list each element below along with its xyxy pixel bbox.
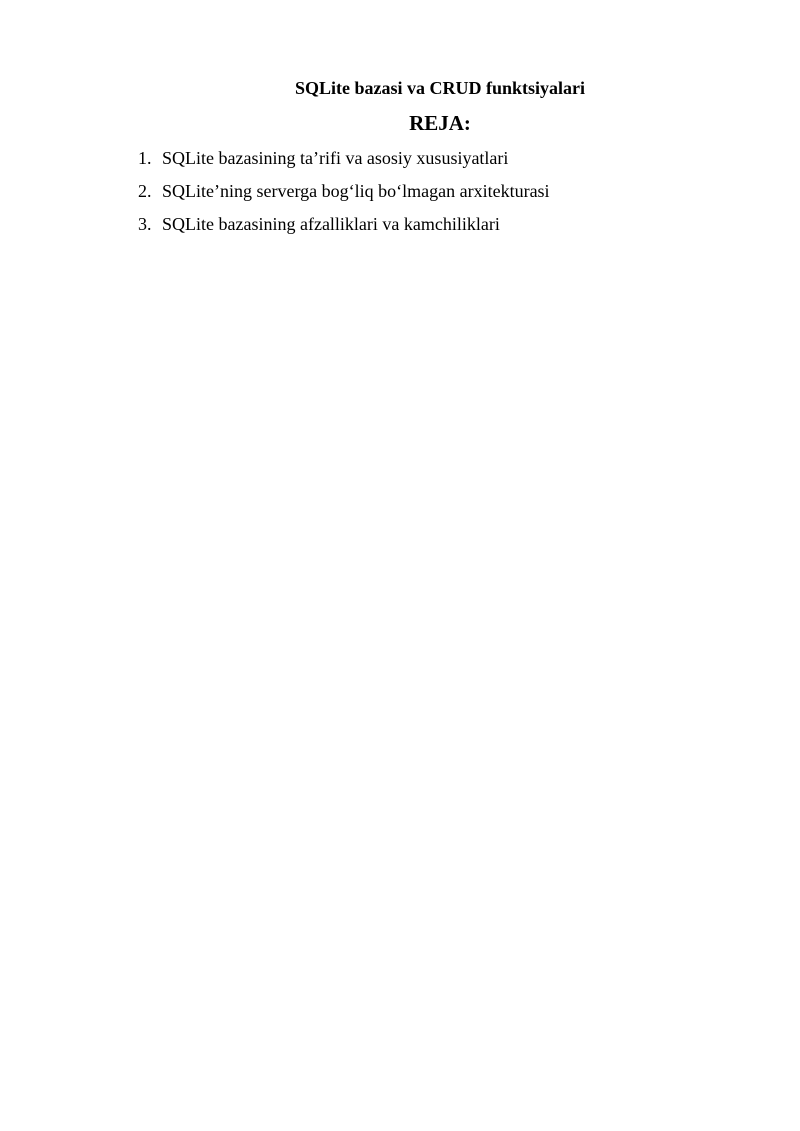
document-title: SQLite bazasi va CRUD funktsiyalari (294, 78, 586, 98)
plan-item-number: 2. (138, 181, 152, 201)
plan-item-number: 1. (138, 148, 152, 168)
plan-item-text: SQLite bazasining ta’rifi va asosiy xususiyatlari (162, 148, 509, 168)
plan-heading: REJA: (409, 111, 471, 135)
plan-item-number: 3. (138, 214, 152, 234)
plan-item (138, 180, 550, 213)
plan-item (138, 147, 550, 180)
plan-item-text: SQLite’ning serverga bog‘liq bo‘lmagan arxitekturasi (162, 181, 550, 201)
plan-item-text: SQLite bazasining afzalliklari va kamchiliklari (162, 214, 500, 234)
plan-item (138, 213, 550, 246)
plan-list (138, 147, 550, 246)
